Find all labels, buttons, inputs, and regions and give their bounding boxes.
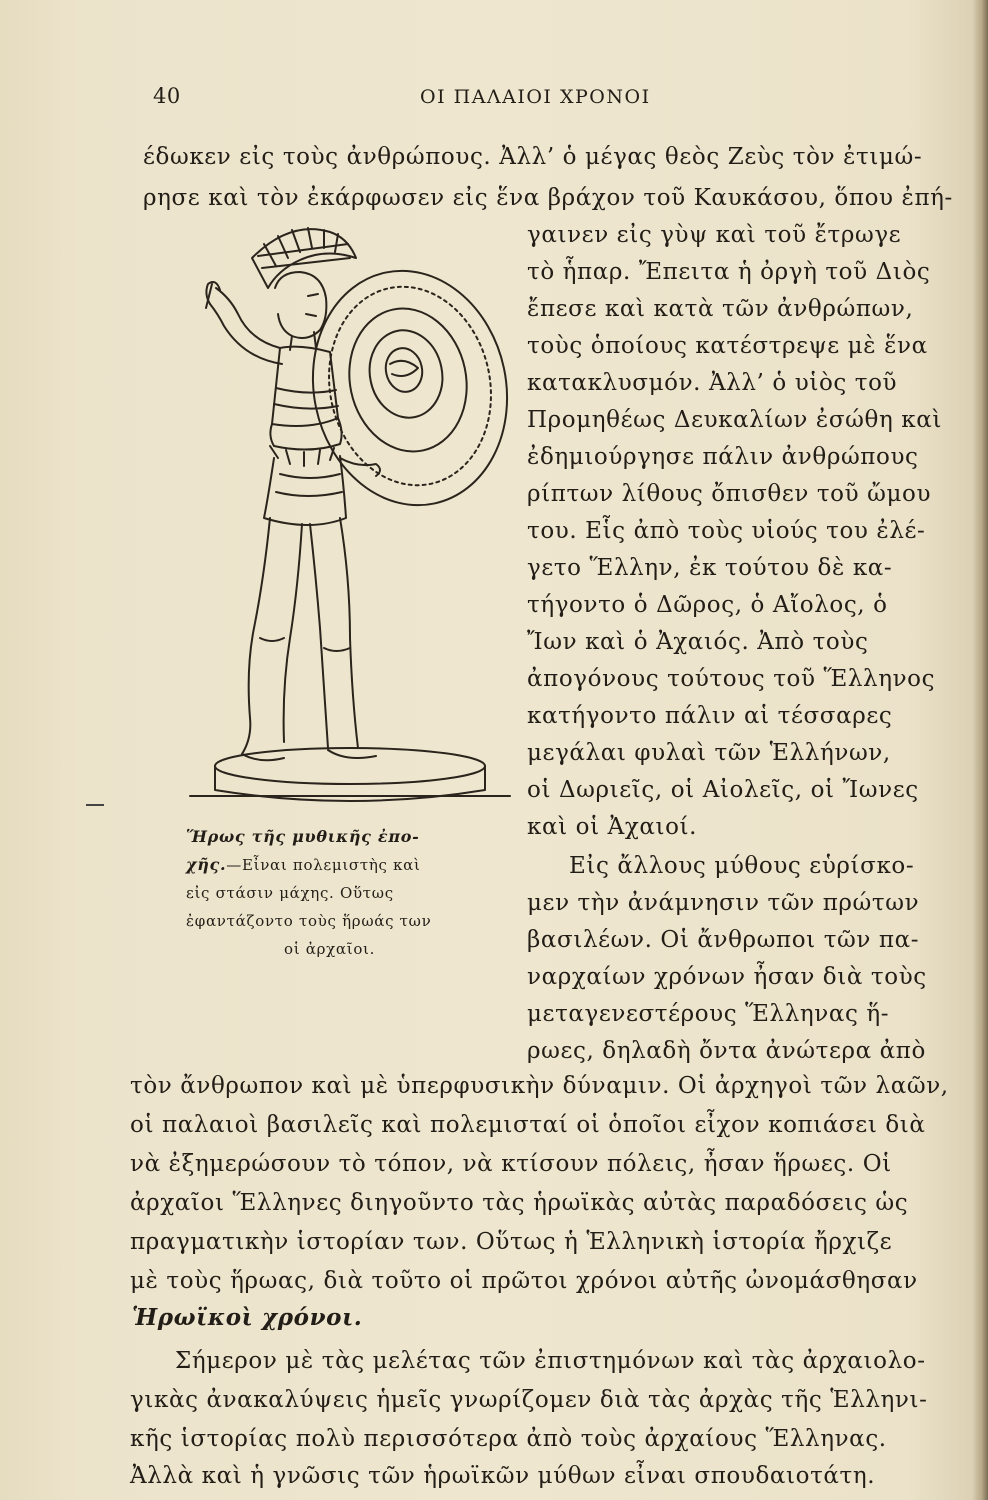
text-line: τήγοντο ὁ Δῶρος, ὁ Αἴολος, ὁ [527, 592, 888, 618]
text-line: πραγματικὴν ἱστορίαν των. Οὕτως ἡ Ἑλληνικὴ ἱστορία ἤρχιζε [130, 1229, 893, 1255]
text-line: νὰ ἐξημερώσουν τὸ τόπον, νὰ κτίσουν πόλεις, ἦσαν ἥρωες. Οἱ [130, 1151, 892, 1177]
text-line: γαινεν εἰς γὺψ καὶ τοῦ ἔτρωγε [527, 222, 902, 248]
text-line: βασιλέων. Οἱ ἄνθρωποι τῶν πα- [527, 927, 920, 953]
caption-text: εἰς στάσιν μάχης. Οὕτως [186, 884, 394, 902]
text-line: μὲ τοὺς ἥρωας, διὰ τοῦτο οἱ πρῶτοι χρόνοι αὐτῆς ὠνομάσθησαν [130, 1268, 918, 1294]
text-line: ἀπογόνους τούτους τοῦ Ἕλληνος [527, 666, 936, 692]
text-line: ἔπεσε καὶ κατὰ τῶν ἀνθρώπων, [527, 296, 914, 322]
caption-text: —Εἶναι πολεμιστὴς καὶ [226, 856, 421, 874]
text-line: Προμηθέως Δευκαλίων ἐσώθη καὶ [527, 407, 942, 433]
text-line: καὶ οἱ Ἀχαιοί. [527, 814, 698, 840]
text-line: κατήγοντο πάλιν αἱ τέσσαρες [527, 703, 893, 729]
text-line: έδωκεν εἰς τοὺς ἀνθρώπους. Ἀλλ’ ὁ μέγας θεὸς Ζεὺς τὸν ἐτιμώ- [143, 144, 923, 170]
text-line: ναρχαίων χρόνων ἦσαν διὰ τοὺς [527, 964, 927, 990]
margin-mark [86, 804, 104, 806]
text-line: μεταγενεστέρους Ἕλληνας ἥ- [527, 1001, 890, 1027]
text-line: γικὰς ἀνακαλύψεις ἡμεῖς γνωρίζομεν διὰ τὰς ἀρχὰς τῆς Ἑλληνι- [130, 1387, 928, 1413]
text-line: Εἰς ἄλλους μύθους εὑρίσκο- [569, 853, 915, 879]
text-line: γετο Ἕλλην, ἐκ τούτου δὲ κα- [527, 555, 893, 581]
warrior-illustration [180, 218, 520, 822]
binding-shadow [972, 0, 988, 1500]
page-number: 40 [153, 84, 181, 108]
caption-text: ἐφαντάζοντο τοὺς ἥρωάς των [186, 912, 432, 930]
text-line: του. Εἷς ἀπὸ τοὺς υἱούς του ἐλέ- [527, 518, 926, 544]
text-line: ρωες, δηλαδὴ ὄντα ἀνώτερα ἀπὸ [527, 1038, 926, 1064]
text-line: τὸ ἧπαρ. Ἔπειτα ἡ ὀργὴ τοῦ Διὸς [527, 259, 931, 285]
text-line: κατακλυσμόν. Ἀλλ’ ὁ υἱὸς τοῦ [527, 370, 898, 396]
text-line: τοὺς ὁποίους κατέστρεψε μὲ ἕνα [527, 333, 928, 359]
text-line: ρίπτων λίθους ὄπισθεν τοῦ ὤμου [527, 481, 932, 507]
text-line: Σήμερον μὲ τὰς μελέτας τῶν ἐπιστημόνων καὶ τὰς ἀρχαιολο- [175, 1348, 926, 1374]
text-line: οἱ Δωριεῖς, οἱ Αἰολεῖς, οἱ Ἴωνες [527, 777, 919, 803]
text-line: ἐδημιούργησε πάλιν ἀνθρώπους [527, 444, 919, 470]
caption-title: Ἥρως τῆς μυθικῆς ἐπο- [186, 827, 420, 846]
text-line: μεν τὴν ἀνάμνησιν τῶν πρώτων [527, 890, 920, 916]
text-line: κῆς ἱστορίας πολὺ περισσότερα ἀπὸ τοὺς ἀρχαίους Ἕλληνας. [130, 1426, 887, 1452]
caption-title-end: χῆς. [186, 855, 227, 874]
text-line: ρησε καὶ τὸν ἐκάρφωσεν εἰς ἕνα βράχον τοῦ Καυκάσου, ὅπου ἐπή- [143, 185, 953, 211]
text-line: ἀρχαῖοι Ἕλληνες διηγοῦντο τὰς ἡρωϊκὰς αὐτὰς παραδόσεις ὡς [130, 1190, 909, 1216]
text-line: οἱ παλαιοὶ βασιλεῖς καὶ πολεμισταί οἱ ὁποῖοι εἶχον κοπιάσει διὰ [130, 1112, 926, 1138]
text-line: τὸν ἄνθρωπον καὶ μὲ ὑπερφυσικὴν δύναμιν. Οἱ ἀρχηγοὶ τῶν λαῶν, [130, 1073, 949, 1099]
heroic-times-heading: Ἡρωϊκοὶ χρόνοι. [132, 1304, 363, 1331]
text-line: μεγάλαι φυλαὶ τῶν Ἑλλήνων, [527, 740, 891, 766]
text-line: Ἀλλὰ καὶ ἡ γνῶσις τῶν ἡρωϊκῶν μύθων εἶναι σπουδαιοτάτη. [130, 1463, 876, 1489]
caption-text: οἱ ἀρχαῖοι. [284, 940, 376, 958]
running-head: ΟΙ ΠΑΛΑΙΟΙ ΧΡΟΝΟΙ [420, 86, 651, 108]
text-line: Ἴων καὶ ὁ Ἀχαιός. Ἀπὸ τοὺς [527, 629, 869, 655]
